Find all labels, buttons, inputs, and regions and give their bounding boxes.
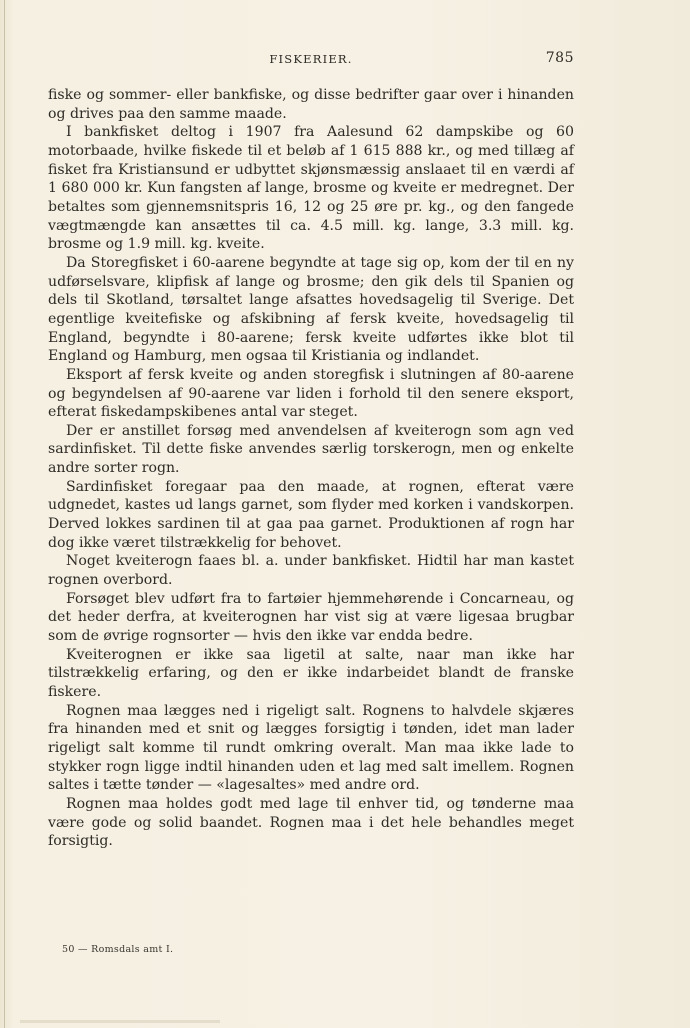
paragraph: Kveiterognen er ikke saa ligetil at salte, naar man ikke har tilstrækkelig erfaring, og den er ikke indarbeidet blandt de franske fiskere. <box>48 646 574 700</box>
running-title: FISKERIER. <box>269 52 353 66</box>
paragraph: fiske og sommer- eller bankfiske, og disse bedrifter gaar over i hinanden og drives paa den samme maade. <box>48 87 574 122</box>
page-edge <box>4 0 5 1028</box>
signature-note: 50 — Romsdals amt I. <box>62 944 174 955</box>
paragraph: Der er anstillet forsøg med anvendelsen af kveiterogn som agn ved sardinfisket. Til dette fiske anvendes særlig torskerogn, men og enkelte andre sorter rogn. <box>48 422 574 477</box>
paragraph: Sardinfisket foregaar paa den maade, at rognen, efterat være udgnedet, kastes ud langs garnet, som flyder med korken i vandskorpen. Derved lokkes sardinen til at gaa paa garnet. Produktionen af rogn har dog ikke været tilstrækkelig for behovet. <box>48 478 574 551</box>
page-header <box>48 50 574 70</box>
body-text <box>48 86 574 851</box>
paragraph: Rognen maa holdes godt med lage til enhver tid, og tønderne maa være gode og solid baandet. Rognen maa i det hele behandles meget forsigtig. <box>48 795 574 850</box>
paragraph: Eksport af fersk kveite og anden storegfisk i slutningen af 80-aarene og begyndelsen af 90-aarene var liden i forhold til den senere eksport, efterat fiskedampskibenes antal var steget. <box>48 366 574 421</box>
page-number: 785 <box>545 50 574 66</box>
paragraph: Noget kveiterogn faaes bl. a. under bankfisket. Hidtil har man kastet rognen overbord. <box>48 553 574 589</box>
paragraph: Forsøget blev udført fra to fartøier hjemmehørende i Concarneau, og det heder derfra, at kveiterognen har vist sig at være ligesaa brugbar som de øvrige rognsorter — hvis den ikke var endda bedre. <box>48 590 574 645</box>
paragraph: I bankfisket deltog i 1907 fra Aalesund 62 dampskibe og 60 motorbaade, hvilke fiskede til et beløb af 1 615 888 kr., og med tillæg af fisket fra Kristiansund er udbyttet skjønsmæssig anslaaet til en værdi af 1 680 000 kr. Kun fangsten af lange, brosme og kveite er medregnet. Der betaltes som gjennemsnitspris 16, 12 og 25 øre pr. kg., og den fangede vægtmængde kan ansættes til ca. 4.5 mill. kg. lange, 3.3 mill. kg. brosme og 1.9 mill. kg. kveite. <box>48 124 574 253</box>
paragraph: Rognen maa lægges ned i rigeligt salt. Rognens to halvdele skjæres fra hinanden med et snit og lægges forsigtig i tønden, idet man lader rigeligt salt komme til rundt omkring overalt. Man maa ikke lade to stykker rogn ligge indtil hinanden uden et lag med salt imellem. Rognen saltes i tætte tønder — «lagesaltes» med andre ord. <box>48 702 574 794</box>
page-smudge <box>20 1020 220 1023</box>
paragraph: Da Storegfisket i 60-aarene begyndte at tage sig op, kom der til en ny udførselsvare, klipfisk af lange og brosme; den gik dels til Spanien og dels til Skotland, tørsaltet lange afsattes hovedsagelig til Sverige. Det egentlige kveitefiske og afskibning af fersk kveite, hovedsagelig til England, begyndte i 80-aarene; fersk kveite udførtes ikke blot til England og Hamburg, men ogsaa til Kristiania og indlandet. <box>48 254 574 365</box>
